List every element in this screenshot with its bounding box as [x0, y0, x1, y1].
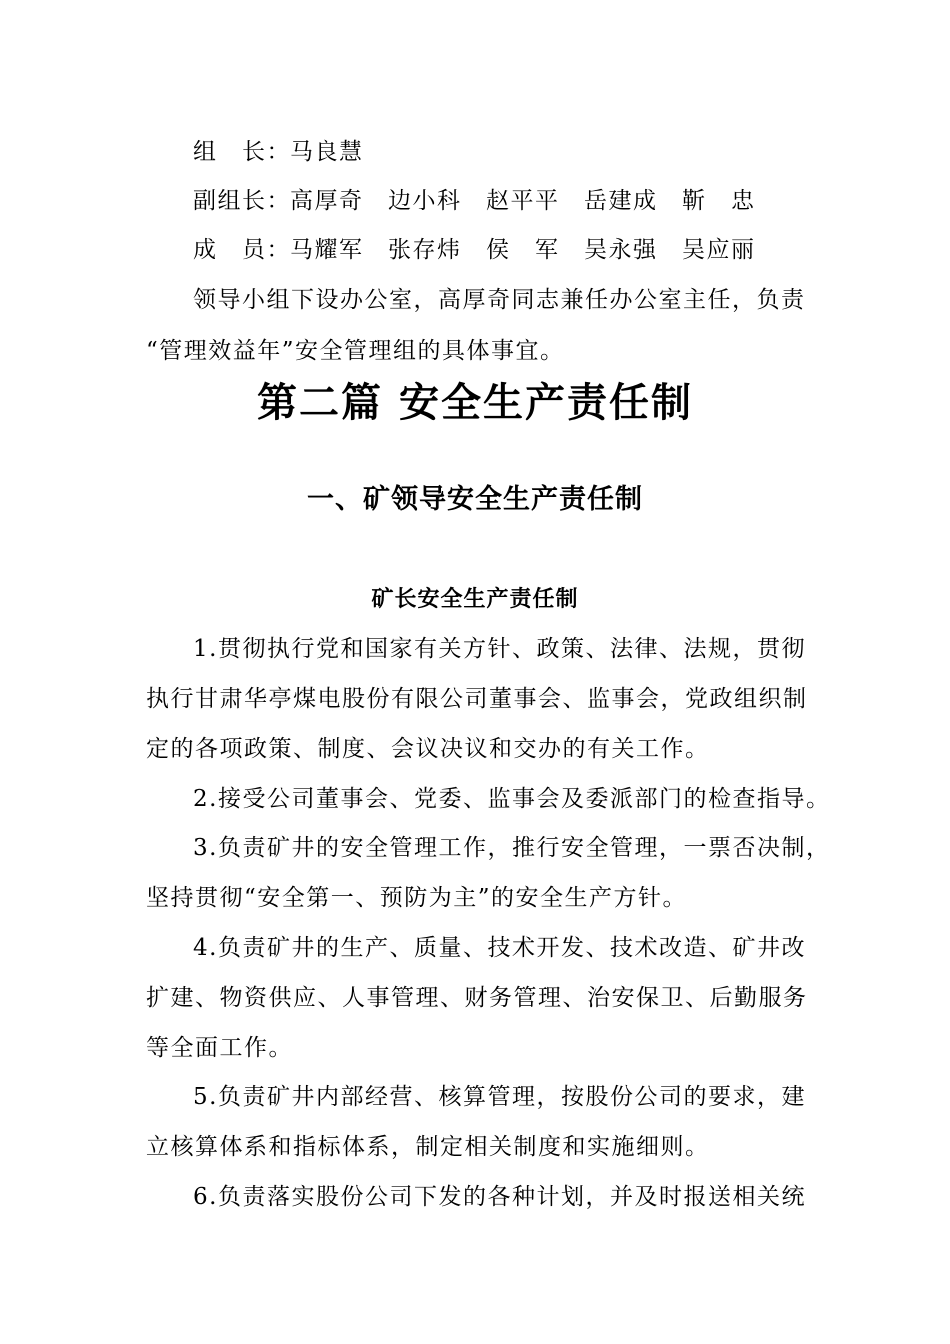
member-names: 马良慧: [290, 139, 364, 165]
part-title: 第二篇 安全生产责任制: [257, 380, 693, 426]
clause-line: 定的各项政策、制度、会议决议和交办的有关工作。: [146, 736, 710, 762]
clause-line: 立核算体系和指标体系，制定相关制度和实施细则。: [146, 1134, 710, 1160]
clause-line: 1.贯彻执行党和国家有关方针、政策、法律、法规，贯彻: [193, 636, 806, 662]
member-role-label: 副组长：: [193, 188, 291, 214]
clause-line: 4.负责矿井的生产、质量、技术开发、技术改造、矿井改: [193, 935, 806, 961]
clause-line: 5.负责矿井内部经营、核算管理，按股份公司的要求，建: [193, 1084, 806, 1110]
clause-line: 2.接受公司董事会、党委、监事会及委派部门的检查指导。: [193, 786, 831, 812]
leader-row-head: [193, 137, 873, 167]
leader-row-deputy: [193, 186, 873, 216]
member-names: 高厚奇 边小科 赵平平 岳建成 靳 忠: [290, 188, 756, 214]
chapter-title: 一、矿领导安全生产责任制: [307, 484, 643, 515]
clause-line: 扩建、物资供应、人事管理、财务管理、治安保卫、后勤服务: [146, 985, 808, 1011]
clause-line: 执行甘肃华亭煤电股份有限公司董事会、监事会，党政组织制: [146, 686, 808, 712]
office-note-line: “管理效益年”安全管理组的具体事宜。: [146, 338, 565, 364]
member-role-label: 组 长：: [193, 139, 291, 165]
clause-line: 6.负责落实股份公司下发的各种计划，并及时报送相关统: [193, 1184, 806, 1210]
member-names: 马耀军 张存炜 侯 军 吴永强 吴应丽: [290, 237, 756, 263]
clause-line: 3.负责矿井的安全管理工作，推行安全管理，一票否决制，: [193, 835, 831, 861]
leader-row-members: [193, 235, 873, 265]
office-note-line: 领导小组下设办公室，高厚奇同志兼任办公室主任，负责: [193, 287, 806, 313]
member-role-label: 成 员：: [193, 237, 291, 263]
clause-line: 等全面工作。: [146, 1035, 293, 1061]
clause-line: 坚持贯彻“安全第一、预防为主”的安全生产方针。: [146, 885, 688, 911]
section-title: 矿长安全生产责任制: [371, 587, 579, 612]
